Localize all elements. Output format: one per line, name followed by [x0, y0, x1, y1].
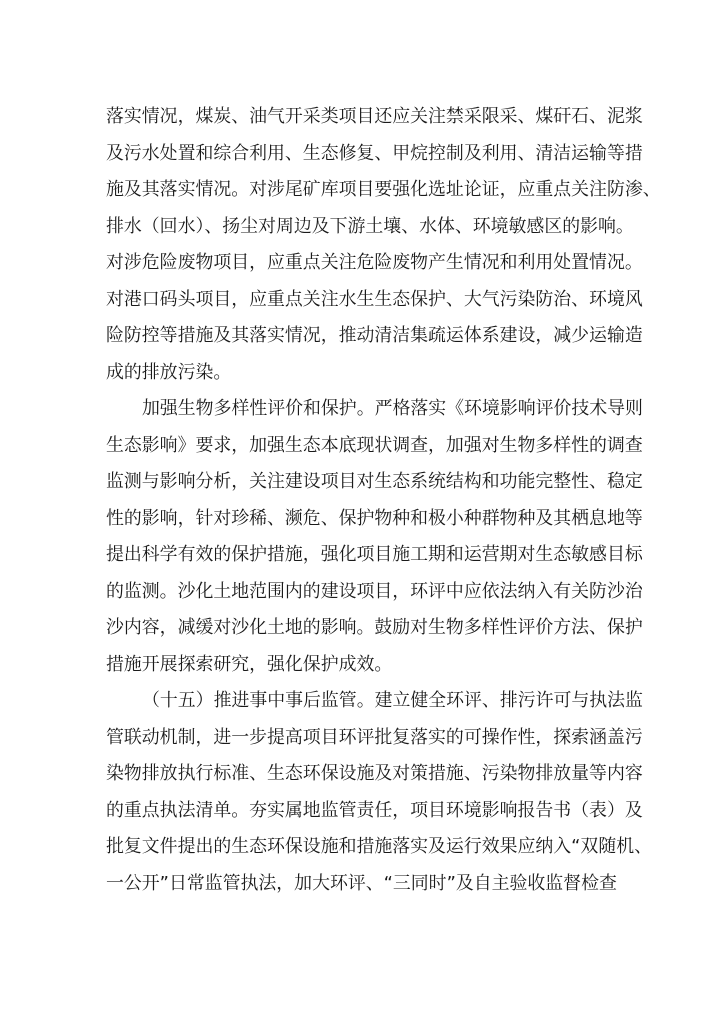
text-line: 提出科学有效的保护措施，强化项目施工期和运营期对生态敏感目标: [106, 544, 643, 565]
paragraph-biodiversity: [106, 391, 643, 683]
text-line: 险防控等措施及其落实情况，推动清洁集疏运体系建设，减少运输造: [106, 325, 643, 346]
text-line: 加强生物多样性评价和保护。严格落实《环境影响评价技术导则: [142, 398, 643, 419]
text-line: 排水（回水）、扬尘对周边及下游土壤、水体、环境敏感区的影响。: [106, 215, 634, 237]
text-line: 施及其落实情况。对涉尾矿库项目要强化选址论证，应重点关注防渗、: [106, 179, 661, 200]
text-line: 措施开展探索研究，强化保护成效。: [106, 653, 393, 675]
document-page: [106, 99, 661, 902]
text-line: 性的影响，针对珍稀、濒危、保护物种和极小种群物种及其栖息地等: [106, 507, 643, 529]
text-line: 成的排放污染。: [106, 361, 232, 383]
text-line: 对涉危险废物项目，应重点关注危险废物产生情况和利用处置情况。: [106, 252, 643, 273]
text-line: （十五）推进事中事后监管。建立健全环评、排污许可与执法监: [142, 690, 643, 711]
text-line: 的重点执法清单。夯实属地监管责任，项目环境影响报告书（表）及: [106, 799, 643, 821]
text-line: 及污水处置和综合利用、生态修复、甲烷控制及利用、清洁运输等措: [106, 142, 643, 164]
text-line: 沙内容，减缓对沙化土地的影响。鼓励对生物多样性评价方法、保护: [106, 617, 643, 638]
text-line: 生态影响》要求，加强生态本底现状调查，加强对生物多样性的调查: [106, 434, 643, 456]
text-line: 染物排放执行标准、生态环保设施及对策措施、污染物排放量等内容: [106, 763, 643, 784]
text-line: 批复文件提出的生态环保设施和措施落实及运行效果应纳入“双随机、: [106, 836, 652, 857]
text-line: 监测与影响分析，关注建设项目对生态系统结构和功能完整性、稳定: [106, 471, 643, 492]
text-line: 落实情况，煤炭、油气开采类项目还应关注禁采限采、煤矸石、泥浆: [106, 106, 643, 127]
text-line: 一公开”日常监管执法，加大环评、“三同时”及自主验收监督检查: [106, 872, 617, 894]
text-line: 的监测。沙化土地范围内的建设项目，环评中应依法纳入有关防沙治: [106, 580, 643, 602]
text-line: 管联动机制，进一步提高项目环评批复落实的可操作性，探索涵盖污: [106, 726, 643, 748]
text-line: 对港口码头项目，应重点关注水生生态保护、大气污染防治、环境风: [106, 288, 643, 310]
paragraph-project-requirements: [106, 99, 661, 391]
paragraph-section-15: [106, 683, 652, 902]
